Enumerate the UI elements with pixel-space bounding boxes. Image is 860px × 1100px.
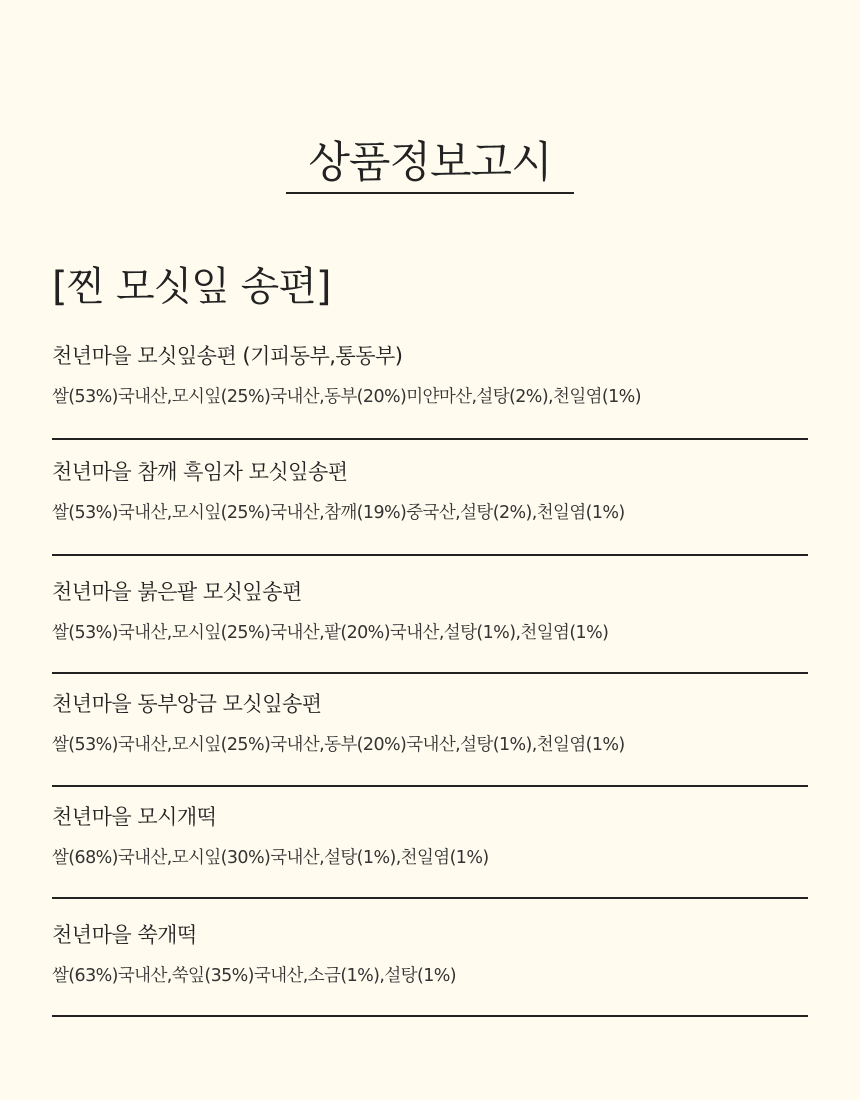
product-item — [52, 440, 808, 556]
product-item — [52, 787, 808, 899]
product-list — [52, 336, 808, 1017]
product-item — [52, 899, 808, 1017]
product-ingredients: 쌀(53%)국내산,모시잎(25%)국내산,팥(20%)국내산,설탕(1%),천일염(1%) — [52, 623, 609, 643]
product-ingredients: 쌀(53%)국내산,모시잎(25%)국내산,참깨(19%)중국산,설탕(2%),천일염(1%) — [52, 503, 625, 523]
product-name: 천년마을 붉은팥 모싯잎송편 — [52, 580, 302, 604]
product-name: 천년마을 모싯잎송편 (기피동부,통동부) — [52, 344, 403, 368]
product-item — [52, 674, 808, 787]
product-ingredients: 쌀(53%)국내산,모시잎(25%)국내산,동부(20%)미얀마산,설탕(2%),천일염(1%) — [52, 387, 641, 407]
product-ingredients: 쌀(68%)국내산,모시잎(30%)국내산,설탕(1%),천일염(1%) — [52, 848, 489, 868]
product-ingredients: 쌀(53%)국내산,모시잎(25%)국내산,동부(20%)국내산,설탕(1%),천일염(1%) — [52, 735, 625, 755]
product-name: 천년마을 쑥개떡 — [52, 923, 197, 947]
product-item — [52, 556, 808, 674]
section-title: [찐 모싯잎 송편] — [52, 264, 331, 310]
product-name: 천년마을 참깨 흑임자 모싯잎송편 — [52, 460, 348, 484]
page-title-container — [0, 138, 860, 194]
product-name: 천년마을 모시개떡 — [52, 805, 217, 829]
product-item — [52, 336, 808, 440]
product-name: 천년마을 동부앙금 모싯잎송편 — [52, 692, 322, 716]
product-ingredients: 쌀(63%)국내산,쑥잎(35%)국내산,소금(1%),설탕(1%) — [52, 966, 456, 986]
page-title: 상품정보고시 — [286, 138, 573, 194]
